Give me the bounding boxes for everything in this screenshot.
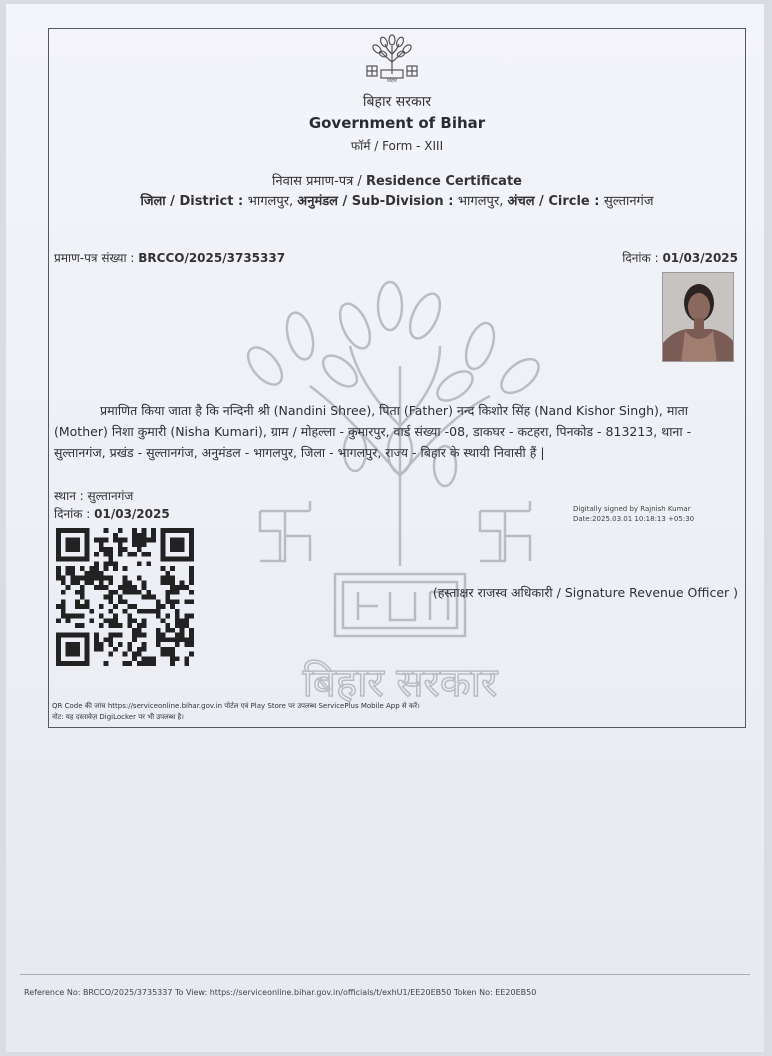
- bihar-emblem-watermark-icon: [240, 276, 560, 706]
- cert-title-english: Residence Certificate: [365, 174, 522, 189]
- svg-text:बिहार: बिहार: [386, 78, 398, 84]
- cert-number-label: प्रमाण-पत्र संख्या :: [54, 251, 139, 265]
- bihar-emblem-icon: [363, 32, 421, 84]
- circle-label: अंचल / Circle :: [507, 194, 604, 209]
- form-label: फॉर्म / Form - XIII: [350, 139, 444, 153]
- footer-divider: [20, 974, 750, 975]
- issue-date-label: दिनांक :: [54, 507, 95, 521]
- place-label: स्थान :: [54, 489, 88, 503]
- watermark-text: बिहार सरकार: [302, 660, 498, 706]
- signature-label: (हस्ताक्षर राजस्व अधिकारी / Signature Revenue Officer ): [432, 585, 738, 600]
- district-label: जिला / District :: [140, 194, 248, 209]
- subdivision-value: भागलपुर,: [457, 194, 508, 209]
- jurisdiction-line: [48, 191, 746, 209]
- qr-verification-note: QR Code की जांच https://serviceonline.bihar.gov.in पोर्टल एवं Play Store पर उपलब्ध ServicePlus Mobile App से करें।: [52, 702, 420, 710]
- place-value: सुल्तानगंज: [87, 489, 134, 503]
- district-value: भागलपुर,: [247, 194, 298, 209]
- issue-date: [54, 505, 170, 522]
- certificate-date: [622, 249, 738, 266]
- circle-value: सुल्तानगंज: [603, 194, 654, 209]
- digital-signature-name: Digitally signed by Rajnish Kumar: [573, 505, 691, 513]
- applicant-photo: [662, 272, 734, 362]
- digilocker-note: नोट: यह दस्तावेज़ DigiLocker पर भी उपलब्ध है।: [52, 713, 184, 721]
- cert-date-value: 01/03/2025: [662, 251, 738, 265]
- certificate-number: [54, 249, 285, 266]
- cert-number-value: BRCCO/2025/3735337: [138, 251, 286, 265]
- govt-hindi-title: बिहार सरकार: [362, 94, 432, 110]
- subdivision-label: अनुमंडल / Sub-Division :: [297, 194, 458, 209]
- qr-code: [56, 526, 194, 668]
- certificate-body: प्रमाणित किया जाता है कि नन्दिनी श्री (Nandini Shree), पिता (Father) नन्द किशोर सिंह (Nand Kishor Singh), माता (Mother) निशा कुमारी (Nisha Kumari), ग्राम / मोहल्ला - कुमारपुर, वार्ड संख्या -08, डाकघर - कटहरा, पिनकोड - 813213, थाना - सुल्तानगंज, प्रखंड - सुल्तानगंज, अनुमंडल - भागलपुर, जिला - भागलपुर, राज्य - बिहार के स्थायी निवासी हैं |: [54, 403, 692, 460]
- digital-signature-date: Date:2025.03.01 10:18:13 +05:30: [573, 515, 695, 523]
- issue-place: [54, 487, 133, 504]
- certificate-title: [48, 171, 746, 189]
- cert-title-hindi: निवास प्रमाण-पत्र /: [272, 174, 366, 189]
- issue-date-value: 01/03/2025: [94, 507, 170, 521]
- footer-reference: Reference No: BRCCO/2025/3735337 To View: https://serviceonline.bihar.gov.in/officials/t/exhU1/EE20EB50 Token No: EE20EB50: [24, 988, 537, 997]
- govt-english-title: Government of Bihar: [308, 114, 486, 132]
- cert-date-label: दिनांक :: [622, 251, 663, 265]
